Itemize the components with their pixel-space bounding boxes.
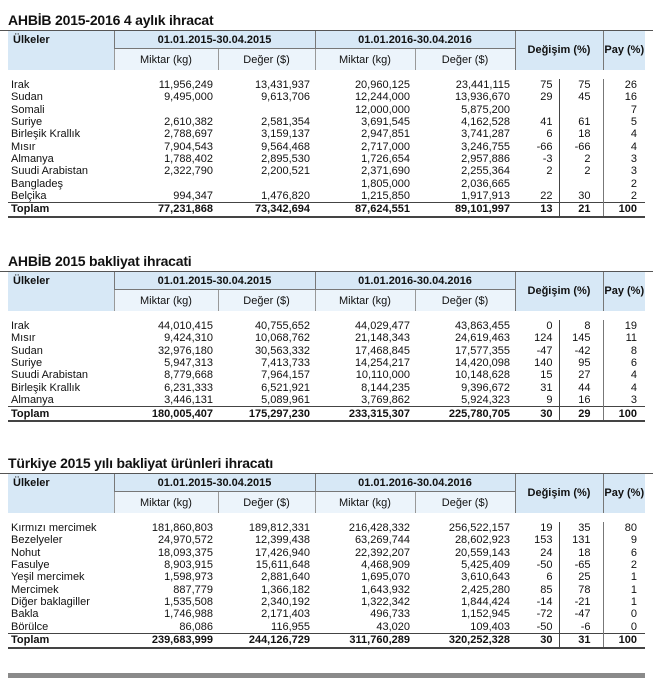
share: 26	[603, 79, 645, 91]
value-2015	[218, 104, 315, 116]
qty-2015: 7,904,543	[164, 140, 213, 153]
change-value: -65	[574, 559, 591, 572]
value-2015: 30,563,332	[254, 344, 310, 357]
qty-2016: 14,254,217	[354, 357, 410, 370]
change-value: 2	[584, 152, 591, 165]
change-value: -66	[574, 140, 591, 153]
change-qty: 85	[515, 583, 559, 595]
qty-2015: 5,947,313	[164, 357, 213, 370]
row-country: Diğer baklagiller	[11, 595, 90, 608]
value-2015: 13,431,937	[254, 79, 310, 92]
qty-2016: 1,805,000	[361, 177, 410, 190]
qty-2015: 18,093,375	[157, 546, 213, 559]
value-2015: 116,955	[271, 620, 310, 633]
share: 3	[603, 153, 645, 165]
qty-2016: 10,110,000	[355, 369, 410, 382]
qty-2016: 63,269,744	[354, 534, 410, 547]
header-change: Değişim (%)	[515, 474, 603, 513]
qty-2015: 11,956,249	[158, 79, 213, 92]
change-qty: 31	[515, 381, 559, 393]
qty-2015: 1,535,508	[164, 595, 213, 608]
value-2016: 5,875,200	[461, 103, 510, 116]
qty-2016: 17,468,845	[354, 344, 410, 357]
qty-2016: 44,029,477	[354, 320, 410, 333]
row-country: Irak	[11, 320, 30, 333]
table-row	[8, 608, 645, 620]
total-share: 100	[603, 202, 645, 217]
qty-2015: 86,086	[179, 620, 213, 633]
change-value: 44	[578, 381, 591, 394]
total-change-value: 29	[559, 407, 603, 422]
change-qty	[515, 104, 559, 116]
total-qty-2016: 311,760,289	[315, 633, 415, 648]
row-country: Yeşil mercimek	[11, 571, 85, 584]
row-country: Irak	[11, 79, 30, 92]
table-row	[8, 104, 645, 116]
change-value: -6	[580, 620, 591, 633]
value-2016: 28,602,923	[454, 534, 510, 547]
header-period-2015: 01.01.2015-30.04.2015	[114, 31, 315, 49]
header-value: Değer ($)	[218, 49, 315, 71]
share: 16	[603, 91, 645, 103]
total-share: 100	[603, 633, 645, 648]
total-change-value: 31	[559, 633, 603, 648]
row-country: Kırmızı mercimek	[11, 522, 97, 535]
share: 19	[603, 320, 645, 332]
row-country: Börülce	[11, 620, 49, 633]
value-2016: 2,957,886	[461, 152, 510, 165]
value-2015: 2,881,640	[261, 571, 310, 584]
row-country: Bangladeş	[11, 177, 63, 190]
qty-2016: 43,020	[376, 620, 410, 633]
header-quantity: Miktar (kg)	[114, 290, 218, 312]
change-value: 145	[572, 332, 591, 345]
table-section-1	[0, 10, 653, 218]
total-qty-2016: 87,624,551	[315, 202, 415, 217]
header-country: Ülkeler	[8, 272, 114, 311]
share: 9	[603, 534, 645, 546]
value-2016: 10,148,628	[454, 369, 510, 382]
qty-2015: 32,976,180	[157, 344, 213, 357]
change-value: -47	[574, 608, 591, 621]
header-quantity: Miktar (kg)	[315, 290, 415, 312]
table-row	[8, 128, 645, 140]
table-row	[8, 116, 645, 128]
change-qty: 22	[515, 190, 559, 203]
change-value: 16	[578, 393, 591, 406]
header-share: Pay (%)	[603, 31, 645, 70]
change-qty: 6	[515, 571, 559, 583]
share: 2	[603, 190, 645, 203]
table-row	[8, 596, 645, 608]
value-2015: 2,171,403	[261, 608, 310, 621]
export-table	[8, 31, 645, 218]
total-value-2015: 244,126,729	[218, 633, 315, 648]
value-2016: 20,559,143	[454, 546, 510, 559]
header-quantity: Miktar (kg)	[315, 49, 415, 71]
row-country: Suriye	[11, 357, 43, 370]
change-qty: 41	[515, 116, 559, 128]
qty-2016: 216,428,332	[348, 522, 410, 535]
value-2015: 2,340,192	[261, 595, 310, 608]
change-value: 35	[578, 522, 591, 535]
table-row	[8, 620, 645, 633]
value-2015: 12,399,438	[254, 534, 310, 547]
header-change: Değişim (%)	[515, 31, 603, 70]
header-value: Değer ($)	[218, 492, 315, 514]
share: 4	[603, 369, 645, 381]
table-row	[8, 190, 645, 203]
row-country: Suriye	[11, 116, 43, 129]
total-qty-2015: 239,683,999	[114, 633, 218, 648]
change-value: 27	[578, 369, 591, 382]
value-2015: 1,476,820	[261, 189, 310, 202]
value-2016: 109,403	[470, 620, 510, 633]
total-change-qty: 13	[515, 202, 559, 217]
share: 1	[603, 596, 645, 608]
value-2016: 5,425,409	[461, 559, 510, 572]
total-row	[8, 407, 645, 422]
share: 7	[603, 104, 645, 116]
value-2015: 15,611,648	[255, 559, 310, 572]
share: 8	[603, 345, 645, 357]
header-quantity: Miktar (kg)	[315, 492, 415, 514]
row-country: Birleşik Krallık	[11, 381, 81, 394]
value-2015: 3,159,137	[261, 128, 310, 141]
value-2015: 10,068,762	[254, 332, 310, 345]
total-value-2016: 320,252,328	[415, 633, 515, 648]
share: 2	[603, 177, 645, 189]
table-row	[8, 547, 645, 559]
value-2016: 2,425,280	[461, 583, 510, 596]
change-qty: -14	[515, 596, 559, 608]
qty-2015: 8,903,915	[164, 559, 213, 572]
row-country: Mısır	[11, 332, 36, 345]
total-change-value: 21	[559, 202, 603, 217]
value-2016: 1,917,913	[461, 189, 510, 202]
header-country: Ülkeler	[8, 31, 114, 70]
value-2016: 17,577,355	[454, 344, 510, 357]
value-2016: 13,936,670	[454, 91, 510, 104]
share: 6	[603, 357, 645, 369]
table-row	[8, 91, 645, 103]
change-qty: -3	[515, 153, 559, 165]
qty-2015: 44,010,415	[157, 320, 213, 333]
share: 80	[603, 522, 645, 534]
change-qty: 0	[515, 320, 559, 332]
qty-2016: 1,322,342	[361, 595, 410, 608]
change-value: 30	[578, 189, 591, 202]
value-2016: 23,441,115	[455, 79, 510, 92]
change-value: 8	[584, 320, 591, 333]
table-row	[8, 79, 645, 91]
total-value-2016: 225,780,705	[415, 407, 515, 422]
value-2015: 2,200,521	[261, 165, 310, 178]
value-2015: 17,426,940	[254, 546, 310, 559]
header-quantity: Miktar (kg)	[114, 49, 218, 71]
value-2016: 24,619,463	[454, 332, 510, 345]
change-qty: 2	[515, 165, 559, 177]
table-section-2	[0, 251, 653, 422]
total-qty-2015: 77,231,868	[114, 202, 218, 217]
row-country: Almanya	[11, 152, 54, 165]
total-row-country: Toplam	[8, 202, 114, 217]
row-country: Belçika	[11, 189, 47, 202]
share: 0	[603, 620, 645, 633]
change-qty: 75	[515, 79, 559, 91]
header-value: Değer ($)	[218, 290, 315, 312]
change-qty: 6	[515, 128, 559, 140]
value-2015: 6,521,921	[261, 381, 310, 394]
row-country: Sudan	[11, 344, 43, 357]
value-2016: 43,863,455	[454, 320, 510, 333]
table-row	[8, 522, 645, 534]
change-qty: -66	[515, 140, 559, 152]
value-2016: 1,152,945	[461, 608, 510, 621]
change-value	[559, 177, 603, 189]
value-2015: 9,564,468	[261, 140, 310, 153]
change-qty: -50	[515, 620, 559, 633]
value-2015	[218, 177, 315, 189]
table-row	[8, 394, 645, 407]
row-country: Mısır	[11, 140, 36, 153]
table-title: AHBİB 2015-2016 4 aylık ihracat	[8, 12, 214, 28]
header-quantity: Miktar (kg)	[114, 492, 218, 514]
value-2016: 3,610,643	[461, 571, 510, 584]
share: 4	[603, 381, 645, 393]
change-value: 18	[578, 128, 591, 141]
change-qty: 24	[515, 547, 559, 559]
row-country: Almanya	[11, 393, 54, 406]
table-row	[8, 571, 645, 583]
header-value: Değer ($)	[415, 290, 515, 312]
row-country: Suudi Arabistan	[11, 165, 89, 178]
qty-2015: 6,231,333	[164, 381, 213, 394]
total-value-2015: 175,297,230	[218, 407, 315, 422]
qty-2016: 22,392,207	[354, 546, 410, 559]
qty-2016: 3,769,862	[361, 393, 410, 406]
qty-2016: 8,144,235	[361, 381, 410, 394]
row-country: Birleşik Krallık	[11, 128, 81, 141]
table-row	[8, 559, 645, 571]
value-2016: 1,844,424	[461, 595, 510, 608]
qty-2016: 12,244,000	[354, 91, 410, 104]
table-row	[8, 320, 645, 332]
total-qty-2015: 180,005,407	[114, 407, 218, 422]
qty-2015: 887,779	[173, 583, 213, 596]
table-title: AHBİB 2015 bakliyat ihracati	[8, 253, 192, 269]
row-country: Fasulye	[11, 559, 50, 572]
row-country: Suudi Arabistan	[11, 369, 89, 382]
change-qty: -47	[515, 345, 559, 357]
change-value: -21	[574, 595, 591, 608]
change-value: 95	[578, 357, 591, 370]
qty-2015: 9,424,310	[164, 332, 213, 345]
header-period-2016: 01.01.2016-30.04.2016	[315, 474, 515, 492]
header-period-2015: 01.01.2015-30.04.2015	[114, 474, 315, 492]
share: 3	[603, 165, 645, 177]
value-2015: 189,812,331	[248, 522, 310, 535]
change-value: -42	[574, 344, 591, 357]
value-2016: 3,246,755	[461, 140, 510, 153]
qty-2015: 994,347	[173, 189, 213, 202]
row-country: Sudan	[11, 91, 43, 104]
change-value: 61	[578, 116, 591, 129]
header-value: Değer ($)	[415, 492, 515, 514]
value-2016: 2,255,364	[461, 165, 510, 178]
table-section-3	[0, 453, 653, 649]
qty-2015: 8,779,668	[164, 369, 213, 382]
total-change-qty: 30	[515, 407, 559, 422]
total-qty-2016: 233,315,307	[315, 407, 415, 422]
share: 5	[603, 116, 645, 128]
change-value: 75	[578, 79, 591, 92]
table-title: Türkiye 2015 yılı bakliyat ürünleri ihracatı	[8, 455, 274, 471]
table-row	[8, 369, 645, 381]
change-qty: 9	[515, 394, 559, 407]
qty-2016: 1,215,850	[361, 189, 410, 202]
share: 11	[603, 332, 645, 344]
qty-2015: 2,610,382	[164, 116, 213, 129]
table-row	[8, 332, 645, 344]
qty-2016: 3,691,545	[361, 116, 410, 129]
table-row	[8, 534, 645, 546]
share: 0	[603, 608, 645, 620]
value-2016: 2,036,665	[461, 177, 510, 190]
change-qty	[515, 177, 559, 189]
value-2016: 4,162,528	[461, 116, 510, 129]
row-country: Bakla	[11, 608, 39, 621]
header-period-2016: 01.01.2016-30.04.2016	[315, 31, 515, 49]
qty-2016: 4,468,909	[361, 559, 410, 572]
qty-2016: 2,371,690	[361, 165, 410, 178]
qty-2016: 2,947,851	[361, 128, 410, 141]
qty-2015: 9,495,000	[164, 91, 213, 104]
qty-2015: 3,446,131	[164, 393, 213, 406]
header-change: Değişim (%)	[515, 272, 603, 311]
header-period-2016: 01.01.2016-30.04.2016	[315, 272, 515, 290]
qty-2016: 496,733	[370, 608, 410, 621]
change-qty: 140	[515, 357, 559, 369]
change-qty: 15	[515, 369, 559, 381]
total-value-2015: 73,342,694	[218, 202, 315, 217]
table-row	[8, 381, 645, 393]
footer-divider	[8, 673, 645, 678]
value-2016: 256,522,157	[448, 522, 510, 535]
share: 6	[603, 547, 645, 559]
qty-2015: 1,746,988	[164, 608, 213, 621]
table-row	[8, 153, 645, 165]
change-qty: 29	[515, 91, 559, 103]
value-2015: 7,413,733	[261, 357, 310, 370]
qty-2016: 1,726,654	[361, 152, 410, 165]
qty-2016: 12,000,000	[354, 103, 410, 116]
change-value	[559, 104, 603, 116]
value-2016: 3,741,287	[461, 128, 510, 141]
share: 2	[603, 559, 645, 571]
change-value: 2	[584, 165, 591, 178]
header-period-2015: 01.01.2015-30.04.2015	[114, 272, 315, 290]
table-row	[8, 583, 645, 595]
qty-2016: 20,960,125	[354, 79, 410, 92]
qty-2015: 181,860,803	[151, 522, 213, 535]
value-2016: 14,420,098	[454, 357, 510, 370]
table-row	[8, 165, 645, 177]
total-row-country: Toplam	[8, 407, 114, 422]
total-change-qty: 30	[515, 633, 559, 648]
table-row	[8, 177, 645, 189]
share: 4	[603, 128, 645, 140]
value-2015: 7,964,157	[261, 369, 310, 382]
qty-2015	[114, 177, 218, 189]
share: 1	[603, 571, 645, 583]
change-qty: 124	[515, 332, 559, 344]
share: 1	[603, 583, 645, 595]
value-2016: 9,396,672	[461, 381, 510, 394]
change-qty: 153	[515, 534, 559, 546]
share: 4	[603, 140, 645, 152]
change-qty: -50	[515, 559, 559, 571]
qty-2015: 2,322,790	[164, 165, 213, 178]
total-row-country: Toplam	[8, 633, 114, 648]
qty-2016: 2,717,000	[361, 140, 410, 153]
row-country: Mercimek	[11, 583, 59, 596]
change-value: 45	[578, 91, 591, 104]
row-country: Somali	[11, 103, 45, 116]
qty-2015: 2,788,697	[164, 128, 213, 141]
change-value: 78	[578, 583, 591, 596]
total-value-2016: 89,101,997	[415, 202, 515, 217]
qty-2016: 1,695,070	[361, 571, 410, 584]
export-table	[8, 474, 645, 649]
change-value: 18	[578, 546, 591, 559]
qty-2016: 1,643,932	[361, 583, 410, 596]
value-2015: 5,089,961	[261, 393, 310, 406]
qty-2016: 21,148,343	[354, 332, 410, 345]
table-row	[8, 140, 645, 152]
header-country: Ülkeler	[8, 474, 114, 513]
table-row	[8, 345, 645, 357]
share: 3	[603, 394, 645, 407]
total-row	[8, 202, 645, 217]
value-2015: 2,581,354	[261, 116, 310, 129]
export-table	[8, 272, 645, 422]
header-value: Değer ($)	[415, 49, 515, 71]
change-qty: -72	[515, 608, 559, 620]
value-2015: 2,895,530	[261, 152, 310, 165]
table-row	[8, 357, 645, 369]
change-qty: 19	[515, 522, 559, 534]
qty-2015: 1,598,973	[164, 571, 213, 584]
total-row	[8, 633, 645, 648]
qty-2015: 24,970,572	[157, 534, 213, 547]
qty-2015	[114, 104, 218, 116]
header-share: Pay (%)	[603, 474, 645, 513]
change-value: 131	[572, 534, 591, 547]
value-2015: 9,613,706	[261, 91, 310, 104]
header-share: Pay (%)	[603, 272, 645, 311]
total-share: 100	[603, 407, 645, 422]
row-country: Bezelyeler	[11, 534, 63, 547]
value-2015: 40,755,652	[254, 320, 310, 333]
change-value: 25	[578, 571, 591, 584]
value-2016: 5,924,323	[461, 393, 510, 406]
value-2015: 1,366,182	[261, 583, 310, 596]
qty-2015: 1,788,402	[164, 152, 213, 165]
row-country: Nohut	[11, 546, 41, 559]
